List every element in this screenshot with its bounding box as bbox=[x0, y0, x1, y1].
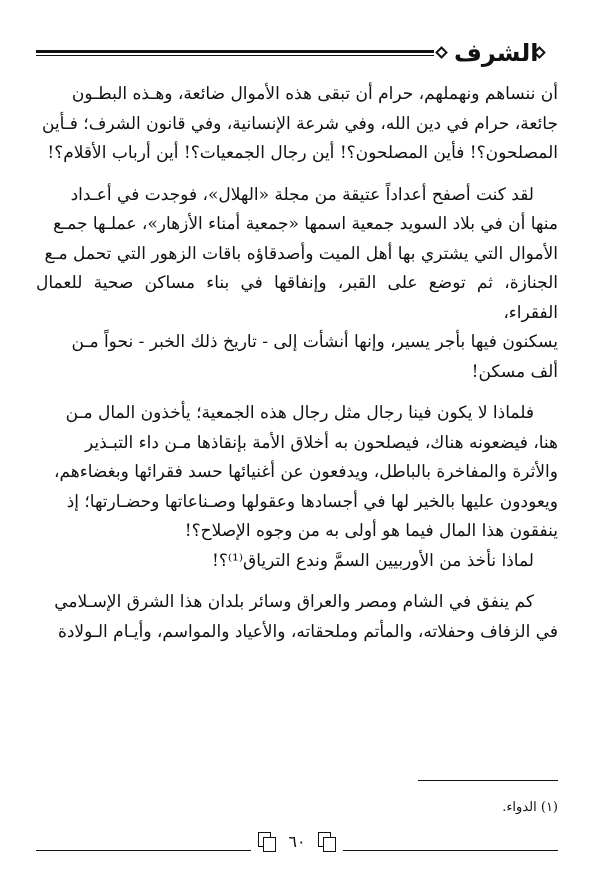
text-line: كم ينفق في الشام ومصر والعراق وسائر بلدان هذا الشرق الإسـلامي bbox=[54, 592, 534, 612]
text-line: الأموال التي يشتري بها أهل الميت وأصدقاؤه باقات الزهور التي تحمل مـع bbox=[44, 243, 558, 264]
page-stack-right-icon bbox=[318, 832, 338, 854]
running-header bbox=[36, 34, 558, 74]
text-line: ينفقون هذا المال فيما هو أولى به من وجوه الإصلاح؟! bbox=[184, 521, 558, 541]
footnote-rule bbox=[418, 780, 558, 781]
text-line: فلماذا لا يكون فينا رجال مثل رجال هذه الجمعية؛ يأخذون المال مـن bbox=[65, 403, 534, 423]
footer-rule bbox=[36, 850, 251, 851]
text-line: ويعودون عليها بالخير لها في أجسادها وعقولها وصـناعاتها وحضـارتها؛ إذ bbox=[66, 491, 558, 512]
page-stack-left-icon bbox=[258, 832, 278, 854]
paragraph bbox=[36, 547, 558, 577]
text-line: الجنازة، ثم توضع على القبر، وإنفاقها في بناء مساكن صحية للعمال الفقراء، bbox=[36, 273, 558, 323]
footer-rule bbox=[343, 850, 558, 851]
paragraph bbox=[36, 80, 558, 169]
ornament-right-icon bbox=[532, 45, 548, 61]
text-line: جائعة، حرام في دين الله، وفي شرعة الإنسانية، وفي قانون الشرف؛ فـأين bbox=[41, 113, 558, 134]
text-line: لماذا نأخذ من الأوربيين السمَّ وندع الترياق⁽¹⁾؟! bbox=[211, 550, 534, 571]
footnote: (١) الدواء. bbox=[502, 800, 558, 815]
text-line: والأثرة والمفاخرة بالباطل، ويدفعون عن أغنيائها حسد فقرائها وبغضاءهم، bbox=[53, 462, 558, 482]
text-line: منها أن في بلاد السويد جمعية اسمها «جمعية أمناء الأزهار»، عملـها جمـع bbox=[53, 214, 558, 234]
body-text bbox=[36, 80, 558, 647]
paragraph bbox=[36, 588, 558, 647]
paragraph bbox=[36, 181, 558, 388]
text-line: أن ننساهم ونهملهم، حرام أن تبقى هذه الأموال ضائعة، وهـذه البطـون bbox=[71, 84, 558, 104]
text-line: هنا، فيضعونه هناك، فيصلحون به أخلاق الأمة بإنقاذها مـن داء التبـذير bbox=[85, 432, 558, 453]
page-number: ٦٠ bbox=[288, 832, 306, 851]
header-title: الشرف bbox=[454, 39, 539, 67]
text-line: ألف مسكن! bbox=[471, 361, 558, 382]
text-line: يسكنون فيها بأجر يسير، وإنها أنشأت إلى - تاريخ ذلك الخبر - نحواً مـن bbox=[71, 332, 558, 352]
header-rule bbox=[36, 50, 434, 53]
paragraph bbox=[36, 399, 558, 547]
header-rule-thin bbox=[36, 55, 434, 56]
page-footer bbox=[36, 830, 558, 860]
text-line: المصلحون؟! فأين المصلحون؟! أين رجال الجمعيات؟! أين أرباب الأقلام؟! bbox=[47, 143, 558, 163]
text-line: لقد كنت أصفح أعداداً عتيقة من مجلة «الهلال»، فوجدت في أعـداد bbox=[70, 184, 534, 205]
text-line: في الزفاف وحفلاته، والمأتم وملحقاته، والأعياد والمواسم، وأيـام الـولادة bbox=[57, 621, 558, 642]
ornament-left-icon bbox=[434, 45, 450, 61]
